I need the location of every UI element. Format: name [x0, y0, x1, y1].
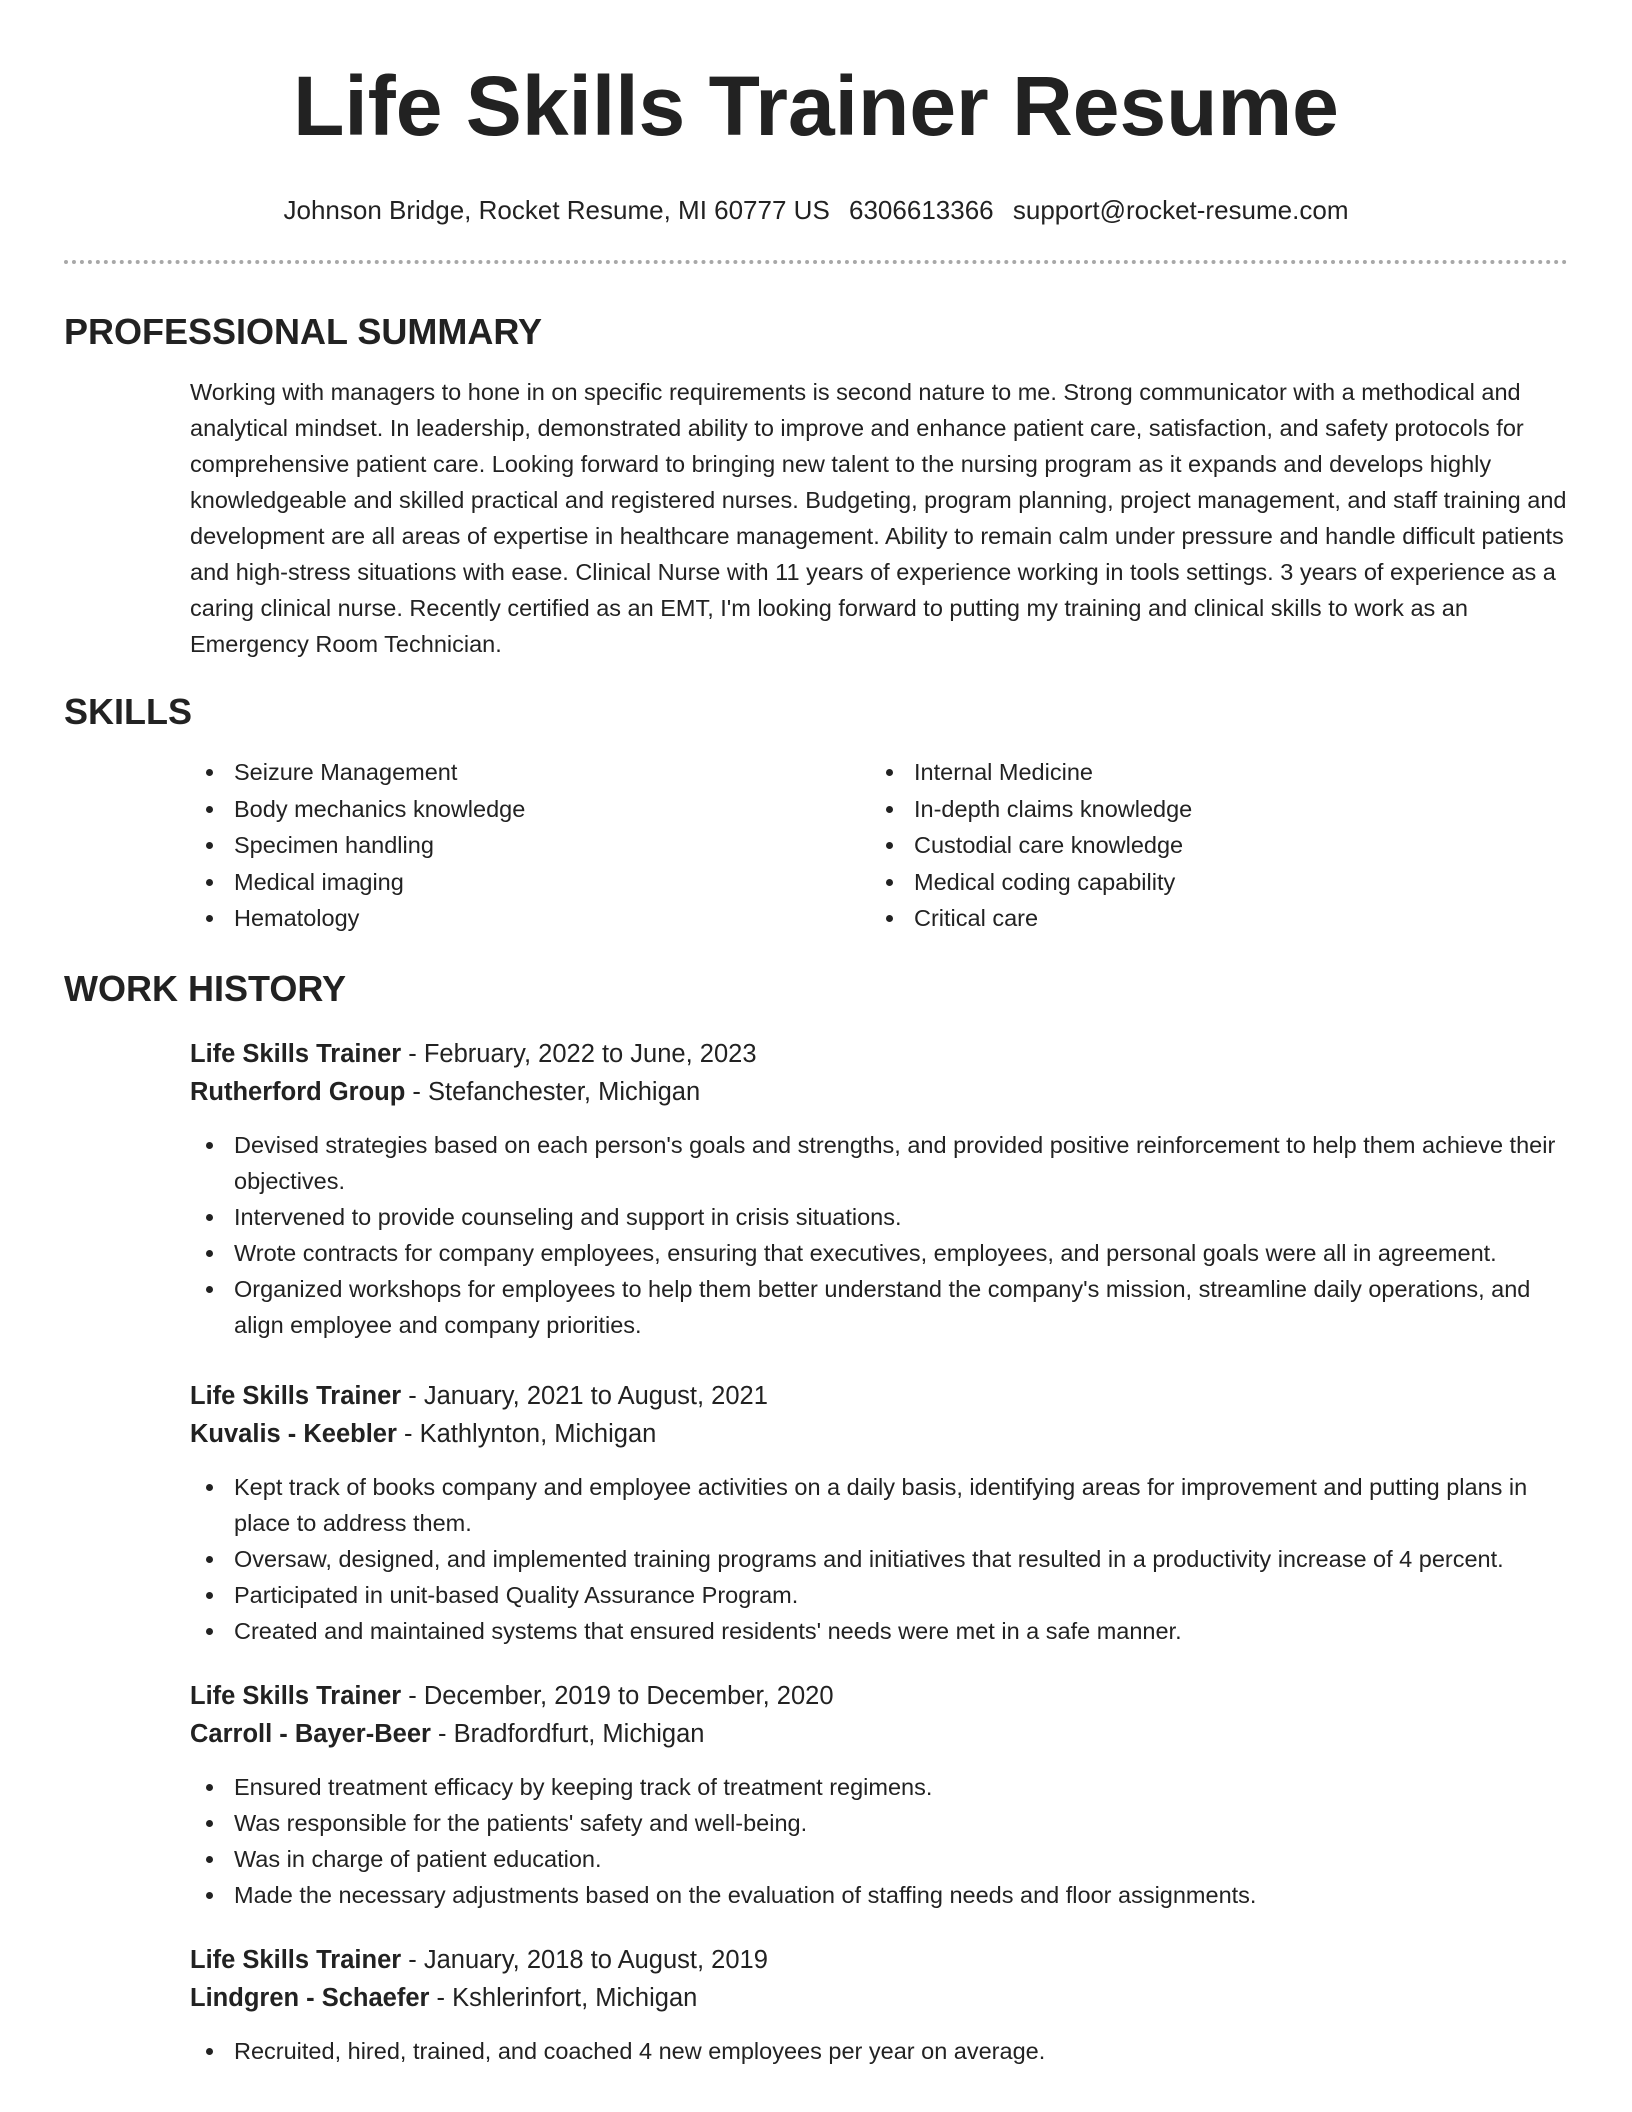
job-duty: Recruited, hired, trained, and coached 4 new employees per year on average. — [190, 2033, 1568, 2069]
job-duties — [190, 1127, 1568, 1343]
job-duty: Made the necessary adjustments based on the evaluation of staffing needs and floor assignments. — [190, 1877, 1568, 1913]
skill-item: Medical imaging — [190, 864, 870, 901]
job-duty: Was responsible for the patients' safety and well-being. — [190, 1805, 1568, 1841]
job-duty: Oversaw, designed, and implemented training programs and initiatives that resulted in a productivity increase of 4 percent. — [190, 1541, 1568, 1577]
job-title-line — [190, 1377, 1568, 1415]
job-duties — [190, 2033, 1568, 2069]
job-duty: Organized workshops for employees to help them better understand the company's mission, streamline daily operations, and align employee and company priorities. — [190, 1271, 1568, 1343]
job-dates: - February, 2022 to June, 2023 — [401, 1039, 757, 1068]
contact-phone: 6306613366 — [849, 195, 994, 225]
skill-item: Critical care — [870, 900, 1550, 937]
job-duty: Devised strategies based on each person's goals and strengths, and provided positive reinforcement to help them achieve their objectives. — [190, 1127, 1568, 1199]
job-entry — [190, 1035, 1568, 1343]
contact-line — [64, 194, 1568, 226]
job-duty: Wrote contracts for company employees, ensuring that executives, employees, and personal goals were all in agreement. — [190, 1235, 1568, 1271]
job-dates: - December, 2019 to December, 2020 — [401, 1681, 834, 1710]
job-duty: Created and maintained systems that ensured residents' needs were met in a safe manner. — [190, 1613, 1568, 1649]
job-duty: Kept track of books company and employee activities on a daily basis, identifying areas for improvement and putting plans in place to address them. — [190, 1469, 1568, 1541]
contact-address: Johnson Bridge, Rocket Resume, MI 60777 US — [283, 195, 830, 225]
resume-page — [64, 0, 1568, 2069]
job-title: Life Skills Trainer — [190, 1381, 402, 1410]
skills-column-left — [190, 754, 870, 937]
skill-item: Body mechanics knowledge — [190, 791, 870, 828]
job-company-line — [190, 1073, 1568, 1111]
header-divider — [64, 260, 1568, 264]
skill-item: Medical coding capability — [870, 864, 1550, 901]
contact-email: support@rocket-resume.com — [1012, 195, 1349, 225]
job-company: Lindgren - Schaefer — [190, 1983, 430, 2012]
job-entry — [190, 1677, 1568, 1913]
skill-item: Custodial care knowledge — [870, 827, 1550, 864]
skills-heading: SKILLS — [64, 691, 193, 732]
job-title: Life Skills Trainer — [190, 1039, 402, 1068]
job-location: - Bradfordfurt, Michigan — [430, 1719, 705, 1748]
skill-item: Seizure Management — [190, 754, 870, 791]
skill-item: In-depth claims knowledge — [870, 791, 1550, 828]
job-location: - Kshlerinfort, Michigan — [429, 1983, 698, 2012]
job-duty: Participated in unit-based Quality Assurance Program. — [190, 1577, 1568, 1613]
job-duties — [190, 1469, 1568, 1649]
work-history-heading: WORK HISTORY — [64, 967, 347, 1009]
skills-column-right — [870, 754, 1550, 937]
job-duty: Ensured treatment efficacy by keeping track of treatment regimens. — [190, 1769, 1568, 1805]
job-duty: Intervened to provide counseling and support in crisis situations. — [190, 1199, 1568, 1235]
job-entry — [190, 1377, 1568, 1649]
job-title: Life Skills Trainer — [190, 1945, 402, 1974]
resume-title: Life Skills Trainer Resume — [293, 59, 1339, 153]
job-company: Rutherford Group — [190, 1077, 406, 1106]
skill-item: Specimen handling — [190, 827, 870, 864]
job-duties — [190, 1769, 1568, 1913]
skill-item: Hematology — [190, 900, 870, 937]
job-dates: - January, 2018 to August, 2019 — [401, 1945, 768, 1974]
job-company-line — [190, 1715, 1568, 1753]
job-company-line — [190, 1415, 1568, 1453]
job-title: Life Skills Trainer — [190, 1681, 402, 1710]
job-location: - Stefanchester, Michigan — [405, 1077, 701, 1106]
job-title-line — [190, 1941, 1568, 1979]
job-location: - Kathlynton, Michigan — [396, 1419, 657, 1448]
job-duty: Was in charge of patient education. — [190, 1841, 1568, 1877]
job-dates: - January, 2021 to August, 2021 — [401, 1381, 768, 1410]
job-title-line — [190, 1035, 1568, 1073]
job-company-line — [190, 1979, 1568, 2017]
job-company: Kuvalis - Keebler — [190, 1419, 397, 1448]
job-entry — [190, 1941, 1568, 2069]
professional-summary-text: Working with managers to hone in on specific requirements is second nature to me. Strong communicator with a methodical and analytical mindset. In leadership, demonstrated ability to improve and enhance patient care, satisfaction, and safety protocols for comprehensive patient care. Looking forward to bringing new talent to the nursing program as it expands and develops highly knowledgeable and skilled practical and registered nurses. Budgeting, program planning, project management, and staff training and development are all areas of expertise in healthcare management. Ability to remain calm under pressure and handle difficult patients and high-stress situations with ease. Clinical Nurse with 11 years of experience working in tools settings. 3 years of experience as a caring clinical nurse. Recently certified as an EMT, I'm looking forward to putting my training and clinical skills to work as an Emergency Room Technician. — [190, 379, 1567, 657]
skill-item: Internal Medicine — [870, 754, 1550, 791]
job-company: Carroll - Bayer-Beer — [190, 1719, 431, 1748]
professional-summary-heading: PROFESSIONAL SUMMARY — [64, 311, 543, 352]
skills-list — [190, 754, 1568, 937]
job-title-line — [190, 1677, 1568, 1715]
